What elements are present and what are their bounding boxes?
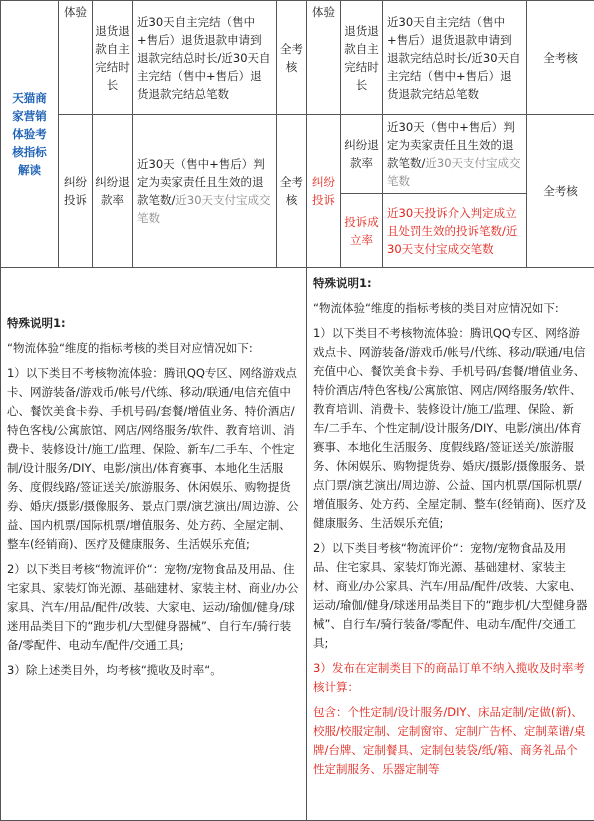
left-metric-refund-time: 退货退款自主完结时长	[93, 1, 133, 115]
left-category-dispute: 纠纷投诉	[59, 115, 93, 268]
left-metric-dispute-rate: 纠纷退款率	[93, 115, 133, 268]
right-notes-heading: 特殊说明1:	[313, 274, 588, 293]
right-desc-complaint-rate: 近30天投诉介入判定成立且处罚生效的投诉笔数/近30天支付宝成交笔数	[383, 194, 527, 268]
left-notes-p1: 1）以下类目不考核物流体验：腾讯QQ专区、网络游戏点卡、网游装备/游戏币/帐号/代练、移动/联通/电信充值中心、餐饮美食卡券、手机号码/套餐/增值业务、特价酒店/特色客栈/公寓旅馆、网店/网络服务/软件、教育培训、消费卡、装修设计/施工/监理、保险、新车/二手车、个性定制/设计服务/DIY、电影/演出/体育赛事、本地化生活服务、度假线路/签证送关/旅游服务、休闲娱乐、购物提货券、婚庆/摄影/摄像服务、景点门票/演艺演出/周边游、公益、国内机票/国际机票/增值服务、处方药、全屋定制、整车(经销商)、医疗及健康服务、生活娱乐充值;	[7, 364, 300, 554]
right-notes-p2: 2）以下类目考核“物流评价“：宠物/宠物食品及用品、住宅家具、家装灯饰光源、基础建材、家装主材、商业/办公家具、汽车/用品/配件/改装、大家电、运动/瑜伽/健身/球迷用品类目下的“跑步机/大型健身器械”、自行车/骑行装备/零配件、电动车/配件/交通工具;	[313, 539, 588, 653]
left-notes-p2: 2）以下类目考核“物流评价“：宠物/宠物食品及用品、住宅家具、家装灯饰光源、基础建材、家装主材、商业/办公家具、汽车/用品/配件/改装、大家电、运动/瑜伽/健身/球迷用品类目下的“跑步机/大型健身器械”、自行车/骑行装备/零配件、电动车/配件/交通工具;	[7, 560, 300, 655]
right-desc-refund-time: 近30天自主完结（售中+售后）退货退款申请到退款完结总时长/近30天自主完结（售中+售后）退货退款完结总笔数	[383, 1, 527, 115]
right-scope-dispute: 全考核	[527, 115, 594, 268]
left-desc-refund-time: 近30天自主完结（售中+售后）退货退款申请到退款完结总时长/近30天自主完结（售中+售后）退货退款完结总笔数	[133, 1, 277, 115]
left-scope-dispute: 全考核	[277, 115, 307, 268]
right-notes-p4: 包含：个性定制/设计服务/DIY、床品定制/定做(新)、校服/校服定制、定制窗帘、定制广告杯、定制菜谱/桌牌/台牌、定制餐具、定制包装袋/纸/箱、商务礼品个性定制服务、乐器定制等	[313, 703, 588, 779]
left-notes-intro: “物流体验“维度的指标考核的类目对应情况如下:	[7, 339, 300, 358]
right-metric-complaint-rate: 投诉成立率	[341, 194, 383, 268]
right-category-fragment: 体验	[307, 1, 341, 115]
right-desc-dispute-rate	[383, 115, 527, 194]
left-desc-dispute-rate-main: 近30天（售中+售后）判定为卖家责任且生效的退款笔数/	[137, 157, 265, 207]
left-scope-refund-time: 全考核	[277, 1, 307, 115]
right-scope-refund-time: 全考核	[527, 1, 594, 115]
right-special-notes	[307, 268, 594, 821]
right-desc-dispute-rate-grey: 近30天支付宝成交笔数	[387, 156, 521, 188]
right-metric-dispute-rate: 纠纷退款率	[341, 115, 383, 194]
left-special-notes	[1, 268, 307, 821]
right-notes-p1: 1）以下类目不考核物流体验：腾讯QQ专区、网络游戏点卡、网游装备/游戏币/帐号/代练、移动/联通/电信充值中心、餐饮美食卡券、手机号码/套餐/增值业务、特价酒店/特色客栈/公寓旅馆、网店/网络服务/软件、教育培训、消费卡、装修设计/施工/监理、保险、新车/二手车、个性定制/设计服务/DIY、电影/演出/体育赛事、本地化生活服务、度假线路/签证送关/旅游服务、休闲娱乐、购物提货券、婚庆/摄影/摄像服务、景点门票/演艺演出/周边游、公益、国内机票/国际机票/增值服务、处方药、全屋定制、整车(经销商)、医疗及健康服务、生活娱乐充值;	[313, 324, 588, 533]
right-notes-intro: “物流体验“维度的指标考核的类目对应情况如下:	[313, 299, 588, 318]
side-label: 天猫商家营销体验考核指标解读	[1, 1, 59, 268]
left-notes-heading: 特殊说明1:	[7, 314, 300, 333]
right-notes-p3: 3）发布在定制类目下的商品订单不纳入揽收及时率考核计算：	[313, 659, 588, 697]
right-category-dispute: 纠纷投诉	[307, 115, 341, 268]
left-desc-dispute-rate	[133, 115, 277, 268]
left-category-fragment: 体验	[59, 1, 93, 115]
right-desc-dispute-rate-main: 近30天（售中+售后）判定为卖家责任且生效的退款笔数/	[387, 120, 515, 170]
left-desc-dispute-rate-grey: 近30天支付宝成交笔数	[137, 193, 271, 225]
right-metric-refund-time: 退货退款自主完结时长	[341, 1, 383, 115]
left-notes-p3: 3）除上述类目外，均考核“揽收及时率“。	[7, 661, 300, 680]
